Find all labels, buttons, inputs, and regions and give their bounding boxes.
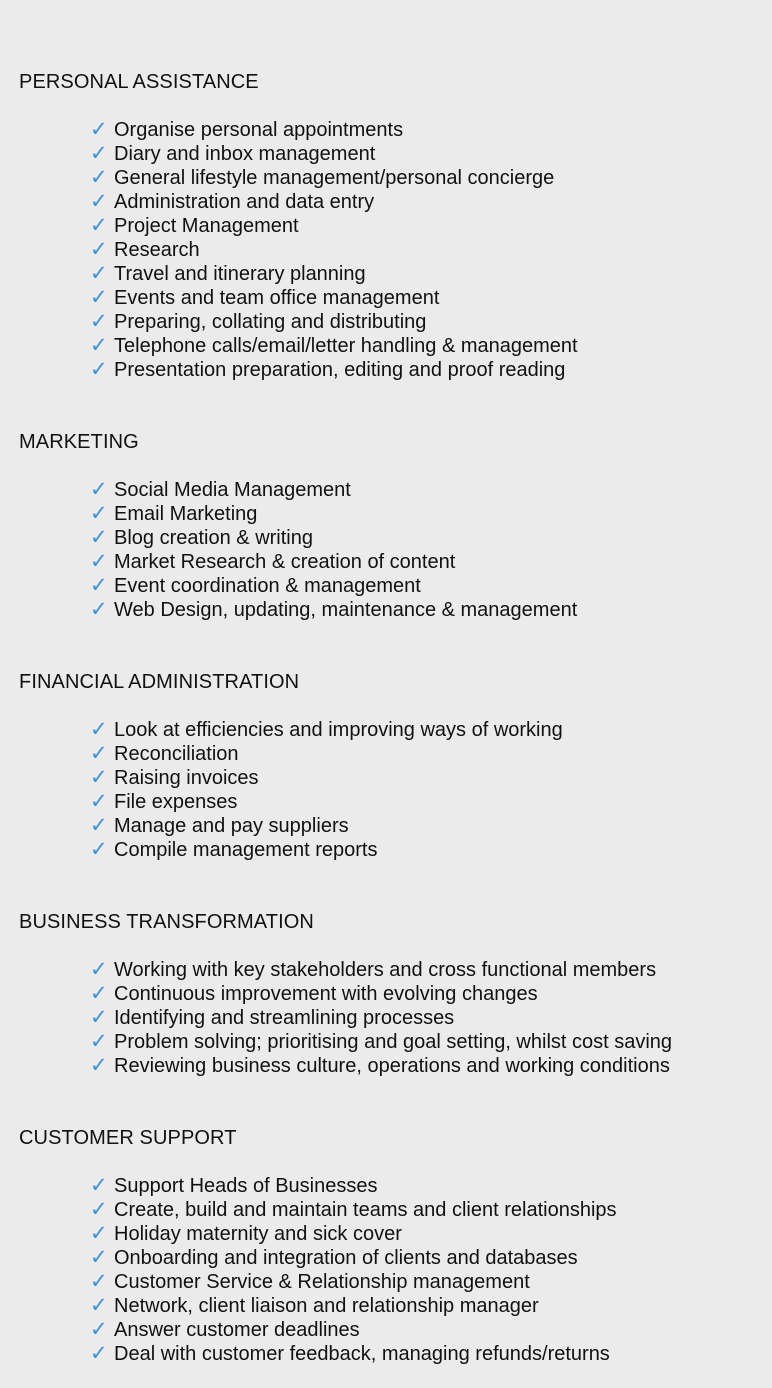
list-item-label: Preparing, collating and distributing (114, 311, 427, 333)
check-icon: ✓ (90, 1270, 108, 1293)
section-item-list (88, 718, 563, 862)
list-item-label: Create, build and maintain teams and client relationships (114, 1199, 617, 1221)
check-icon: ✓ (90, 262, 108, 285)
check-icon: ✓ (90, 238, 108, 261)
list-item (88, 790, 563, 814)
list-item-label: Market Research & creation of content (114, 551, 456, 573)
list-item (88, 814, 563, 838)
list-item (88, 1006, 672, 1030)
list-item (88, 118, 578, 142)
check-icon: ✓ (90, 1054, 108, 1077)
list-item (88, 574, 577, 598)
section-item-list (88, 1174, 617, 1366)
section-title: PERSONAL ASSISTANCE (19, 71, 259, 93)
check-icon: ✓ (90, 526, 108, 549)
list-item (88, 598, 577, 622)
check-icon: ✓ (90, 742, 108, 765)
list-item-label: Administration and data entry (114, 191, 375, 213)
section-title: MARKETING (19, 431, 139, 453)
list-item-label: Identifying and streamlining processes (114, 1007, 455, 1029)
check-icon: ✓ (90, 958, 108, 981)
section-item-list (88, 958, 672, 1078)
list-item-label: Answer customer deadlines (114, 1319, 360, 1341)
list-item (88, 1222, 617, 1246)
check-icon: ✓ (90, 982, 108, 1005)
check-icon: ✓ (90, 310, 108, 333)
list-item (88, 742, 563, 766)
section-item-list (88, 478, 577, 622)
check-icon: ✓ (90, 1222, 108, 1245)
check-icon: ✓ (90, 190, 108, 213)
list-item-label: Problem solving; prioritising and goal setting, whilst cost saving (114, 1031, 673, 1053)
check-icon: ✓ (90, 574, 108, 597)
list-item-label: Compile management reports (114, 839, 378, 861)
list-item (88, 982, 672, 1006)
check-icon: ✓ (90, 166, 108, 189)
check-icon: ✓ (90, 1030, 108, 1053)
check-icon: ✓ (90, 334, 108, 357)
list-item-label: General lifestyle management/personal concierge (114, 167, 555, 189)
list-item (88, 478, 577, 502)
list-item-label: Support Heads of Businesses (114, 1175, 378, 1197)
list-item-label: Telephone calls/email/letter handling & management (114, 335, 578, 357)
list-item-label: Manage and pay suppliers (114, 815, 349, 837)
list-item (88, 1198, 617, 1222)
check-icon: ✓ (90, 550, 108, 573)
list-item-label: Look at efficiencies and improving ways of working (114, 719, 563, 741)
list-item-label: Event coordination & management (114, 575, 421, 597)
list-item-label: Working with key stakeholders and cross functional members (114, 959, 657, 981)
list-item-label: Presentation preparation, editing and proof reading (114, 359, 566, 381)
list-item (88, 262, 578, 286)
check-icon: ✓ (90, 502, 108, 525)
list-item-label: Email Marketing (114, 503, 258, 525)
check-icon: ✓ (90, 598, 108, 621)
check-icon: ✓ (90, 790, 108, 813)
list-item (88, 238, 578, 262)
list-item (88, 190, 578, 214)
list-item (88, 502, 577, 526)
check-icon: ✓ (90, 118, 108, 141)
list-item-label: Raising invoices (114, 767, 259, 789)
list-item-label: Reconciliation (114, 743, 239, 765)
check-icon: ✓ (90, 1006, 108, 1029)
list-item (88, 310, 578, 334)
list-item (88, 718, 563, 742)
list-item-label: Reviewing business culture, operations and working conditions (114, 1055, 670, 1077)
check-icon: ✓ (90, 1342, 108, 1365)
check-icon: ✓ (90, 838, 108, 861)
section-title: FINANCIAL ADMINISTRATION (19, 671, 300, 693)
list-item-label: Continuous improvement with evolving changes (114, 983, 538, 1005)
list-item-label: Diary and inbox management (114, 143, 376, 165)
check-icon: ✓ (90, 766, 108, 789)
list-item (88, 958, 672, 982)
check-icon: ✓ (90, 286, 108, 309)
list-item-label: Holiday maternity and sick cover (114, 1223, 402, 1245)
check-icon: ✓ (90, 1198, 108, 1221)
list-item-label: Organise personal appointments (114, 119, 404, 141)
list-item (88, 334, 578, 358)
section-title: CUSTOMER SUPPORT (19, 1127, 237, 1149)
list-item (88, 1054, 672, 1078)
list-item-label: Social Media Management (114, 479, 351, 501)
list-item-label: Deal with customer feedback, managing refunds/returns (114, 1343, 610, 1365)
section-item-list (88, 118, 578, 382)
list-item-label: Blog creation & writing (114, 527, 313, 549)
check-icon: ✓ (90, 814, 108, 837)
check-icon: ✓ (90, 1318, 108, 1341)
list-item-label: Customer Service & Relationship management (114, 1271, 530, 1293)
list-item-label: Onboarding and integration of clients and databases (114, 1247, 578, 1269)
list-item (88, 1342, 617, 1366)
check-icon: ✓ (90, 1246, 108, 1269)
list-item (88, 214, 578, 238)
list-item (88, 166, 578, 190)
check-icon: ✓ (90, 142, 108, 165)
list-item (88, 526, 577, 550)
list-item (88, 1174, 617, 1198)
list-item (88, 1318, 617, 1342)
list-item (88, 1294, 617, 1318)
list-item-label: Research (114, 239, 200, 261)
list-item-label: Travel and itinerary planning (114, 263, 366, 285)
check-icon: ✓ (90, 1294, 108, 1317)
list-item-label: File expenses (114, 791, 238, 813)
check-icon: ✓ (90, 718, 108, 741)
list-item (88, 1030, 672, 1054)
check-icon: ✓ (90, 478, 108, 501)
check-icon: ✓ (90, 214, 108, 237)
list-item-label: Project Management (114, 215, 299, 237)
list-item (88, 550, 577, 574)
list-item (88, 766, 563, 790)
list-item (88, 358, 578, 382)
list-item (88, 142, 578, 166)
check-icon: ✓ (90, 358, 108, 381)
list-item-label: Network, client liaison and relationship manager (114, 1295, 539, 1317)
list-item (88, 838, 563, 862)
check-icon: ✓ (90, 1174, 108, 1197)
section-title: BUSINESS TRANSFORMATION (19, 911, 314, 933)
list-item (88, 286, 578, 310)
list-item (88, 1246, 617, 1270)
list-item-label: Events and team office management (114, 287, 440, 309)
list-item (88, 1270, 617, 1294)
list-item-label: Web Design, updating, maintenance & management (114, 599, 578, 621)
